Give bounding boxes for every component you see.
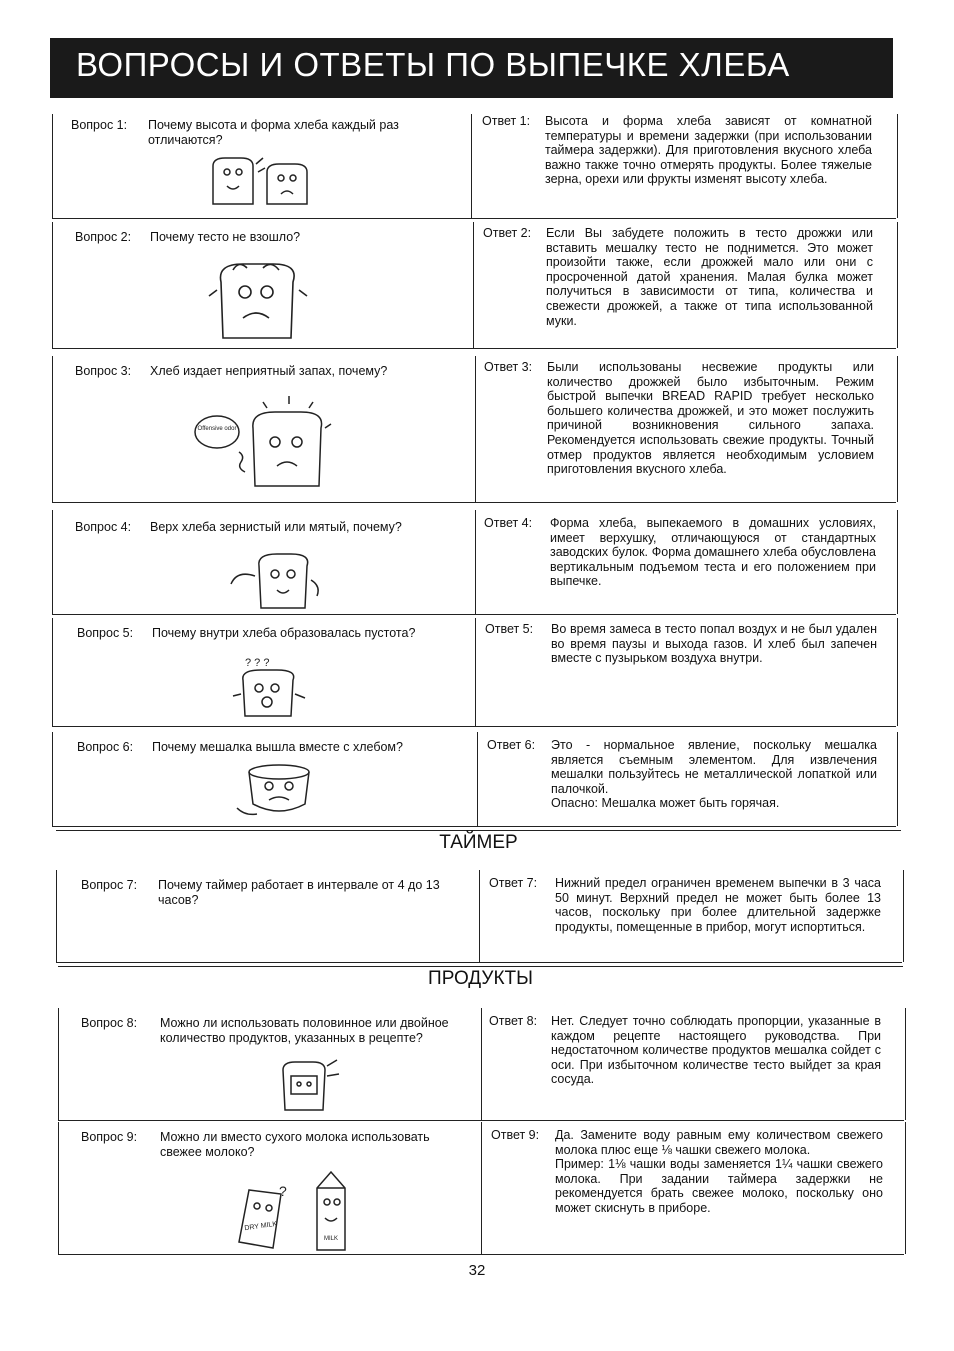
smelly-bread-illustration [193,394,343,494]
qa-row-7 [56,870,902,963]
question-text: Хлеб издает неприятный запах, почему? [150,364,388,378]
answer-example: Пример: 1⅛ чашки воды заменяется 1¼ чашки свежего молока. При задании таймера задержки не рекомендуется брать свежее молоко, поскольку оно может скиснуть в приборе. [555,1157,883,1215]
answer-text: Форма хлеба, выпекаемого в домашних условиях, имеет верхушку, отличающуюся от стандартных заводских булок. Форма домашнего хлеба обусловлена вертикальным подъемом теста и его положением при выпечке. [550,516,876,589]
question-label: Вопрос 7: [81,878,138,892]
illustration-caption: Offensive odor [197,426,237,432]
row-right-border [897,510,898,614]
answer-8 [489,1014,881,1087]
ingredients-illustration [273,1056,343,1114]
answer-text: Нет. Следует точно соблюдать пропорции, указанные в каждом рецепте настоящего руководства. При недостаточном количестве продуктов мешалка сойдет с оси. При избыточном количестве тесто выйдет за края сосуда. [551,1014,881,1087]
qa-row-1 [52,114,896,219]
svg-text:? ? ?: ? ? ? [245,657,270,669]
answer-label: Ответ 3: [484,360,533,374]
question-text: Верх хлеба зернистый или мятый, почему? [150,520,402,534]
question-3 [75,364,467,379]
answer-6 [487,738,877,811]
milk-cartons-illustration [231,1166,361,1252]
row-right-border [897,356,898,502]
qa-row-9 [58,1122,904,1255]
page-number: 32 [468,1262,486,1279]
row-divider [475,510,476,614]
question-5 [77,626,465,641]
question-text: Можно ли использовать половинное или двойное количество продуктов, указанных в рецепте? [160,1016,449,1045]
answer-7 [489,876,881,934]
row-right-border [905,1122,906,1254]
qa-row-5 [52,618,896,727]
question-text: Почему высота и форма хлеба каждый раз отличаются? [148,118,399,147]
question-text: Почему внутри хлеба образовалась пустота? [152,626,416,640]
answer-label: Ответ 1: [482,114,531,128]
page-title: ВОПРОСЫ И ОТВЕТЫ ПО ВЫПЕЧКЕ ХЛЕБА [76,46,790,83]
section-rule [56,830,901,831]
answer-label: Ответ 5: [485,622,534,636]
answer-9 [491,1128,883,1216]
answer-2 [483,226,873,328]
qa-row-4 [52,510,896,615]
answer-text: Нижний предел ограничен временем выпечки в 3 часа 50 минут. Верхний предел не может быть более 13 часов, поскольку при более длительной задержке продукты, помещенные в прибор, могут испортиться. [555,876,881,934]
row-divider [471,114,472,218]
question-8 [81,1016,471,1045]
section-heading-timer: ТАЙМЕР [439,832,518,853]
question-label: Вопрос 1: [71,118,128,132]
title-banner [50,38,893,98]
answer-text: Во время замеса в тесто попал воздух и не был удален во время паузы и выхода газов. И хлеб был запечен вместе с пузырьком воздуха внутри. [551,622,877,666]
question-text: Почему таймер работает в интервале от 4 до 13 часов? [158,878,440,907]
answer-text: Были использованы несвежие продукты или количество дрожжей было избыточным. Режим быстрой выпечки BREAD RAPID требует несколько большего количества дрожжей, и это может послужить причиной возникновения сильного запаха. Рекомендуется использовать свежие продукты. Точный отмер продуктов является необходимым условием приготовления вкусного хлеба. [547,360,874,477]
question-2 [75,230,465,245]
question-9 [81,1130,471,1159]
section-heading-products: ПРОДУКТЫ [428,968,533,989]
illustration-caption: MILK [323,1236,339,1242]
row-divider [479,870,480,962]
question-label: Вопрос 8: [81,1016,138,1030]
row-right-border [903,870,904,962]
answer-label: Ответ 6: [487,738,536,752]
answer-warning: Опасно: Мешалка может быть горячая. [551,796,780,811]
answer-text: Если Вы забудете положить в тесто дрожжи или вставить мешалку тесто не поднимется. Это может произойти также, если дрожжей мало или они с просроченной датой хранения. Малая булка может получиться в зависимости от типа, количества и свежести дрожжей, а также от типа использованной муки. [546,226,873,328]
row-right-border [897,732,898,826]
row-divider [473,222,474,348]
row-right-border [897,114,898,218]
qa-row-3 [52,356,896,503]
bread-loaves-illustration [201,154,321,212]
answer-text: Да. Замените воду равным ему количеством свежего молока плюс еще ⅛ чашки свежего молока. [555,1128,883,1157]
answer-5 [485,622,877,666]
question-text: Можно ли вместо сухого молока использовать свежее молоко? [160,1130,430,1159]
thinking-bread-illustration [227,550,327,612]
sad-bread-illustration [203,256,313,344]
answer-4 [484,516,876,589]
row-right-border [897,222,898,348]
qa-row-2 [52,222,896,349]
section-rule [58,966,903,967]
row-right-border [905,1008,906,1120]
answer-label: Ответ 4: [484,516,533,530]
answer-text: Высота и форма хлеба зависят от комнатной температуры и времени задержки (при использовании таймера задержки). Для приготовления вкусного хлеба важно также точно отмерять продукты. Более тяжелые зерна, орехи или фрукты изменят высоту хлеба. [545,114,872,187]
question-text: Почему тесто не взошло? [150,230,301,244]
answer-label: Ответ 9: [491,1128,540,1142]
question-4 [75,520,467,535]
row-divider [481,1122,482,1254]
illustration-caption: DRY MILK [244,1220,278,1233]
answer-1 [480,114,872,187]
question-label: Вопрос 4: [75,520,132,534]
qa-row-8 [58,1008,904,1121]
svg-text:?: ? [279,1183,287,1199]
answer-label: Ответ 2: [483,226,532,240]
row-divider [481,1008,482,1120]
question-label: Вопрос 3: [75,364,132,378]
question-7 [81,878,471,907]
row-divider [475,356,476,502]
question-6 [77,740,469,755]
answer-label: Ответ 7: [489,876,538,890]
row-divider [475,618,476,726]
question-1 [71,118,463,147]
row-divider [477,732,478,826]
question-label: Вопрос 6: [77,740,134,754]
kneading-blade-illustration [229,760,329,822]
question-label: Вопрос 2: [75,230,132,244]
answer-3 [484,360,874,477]
answer-text: Это - нормальное явление, поскольку мешалка является съемным элементом. Для извлечения мешалки пользуйтесь не металлической лопаткой или палочкой. [551,738,877,796]
confused-bread-illustration [227,654,317,720]
question-label: Вопрос 9: [81,1130,138,1144]
row-right-border [897,618,898,726]
answer-label: Ответ 8: [489,1014,538,1028]
question-text: Почему мешалка вышла вместе с хлебом? [152,740,403,754]
question-label: Вопрос 5: [77,626,134,640]
qa-row-6 [52,732,896,827]
